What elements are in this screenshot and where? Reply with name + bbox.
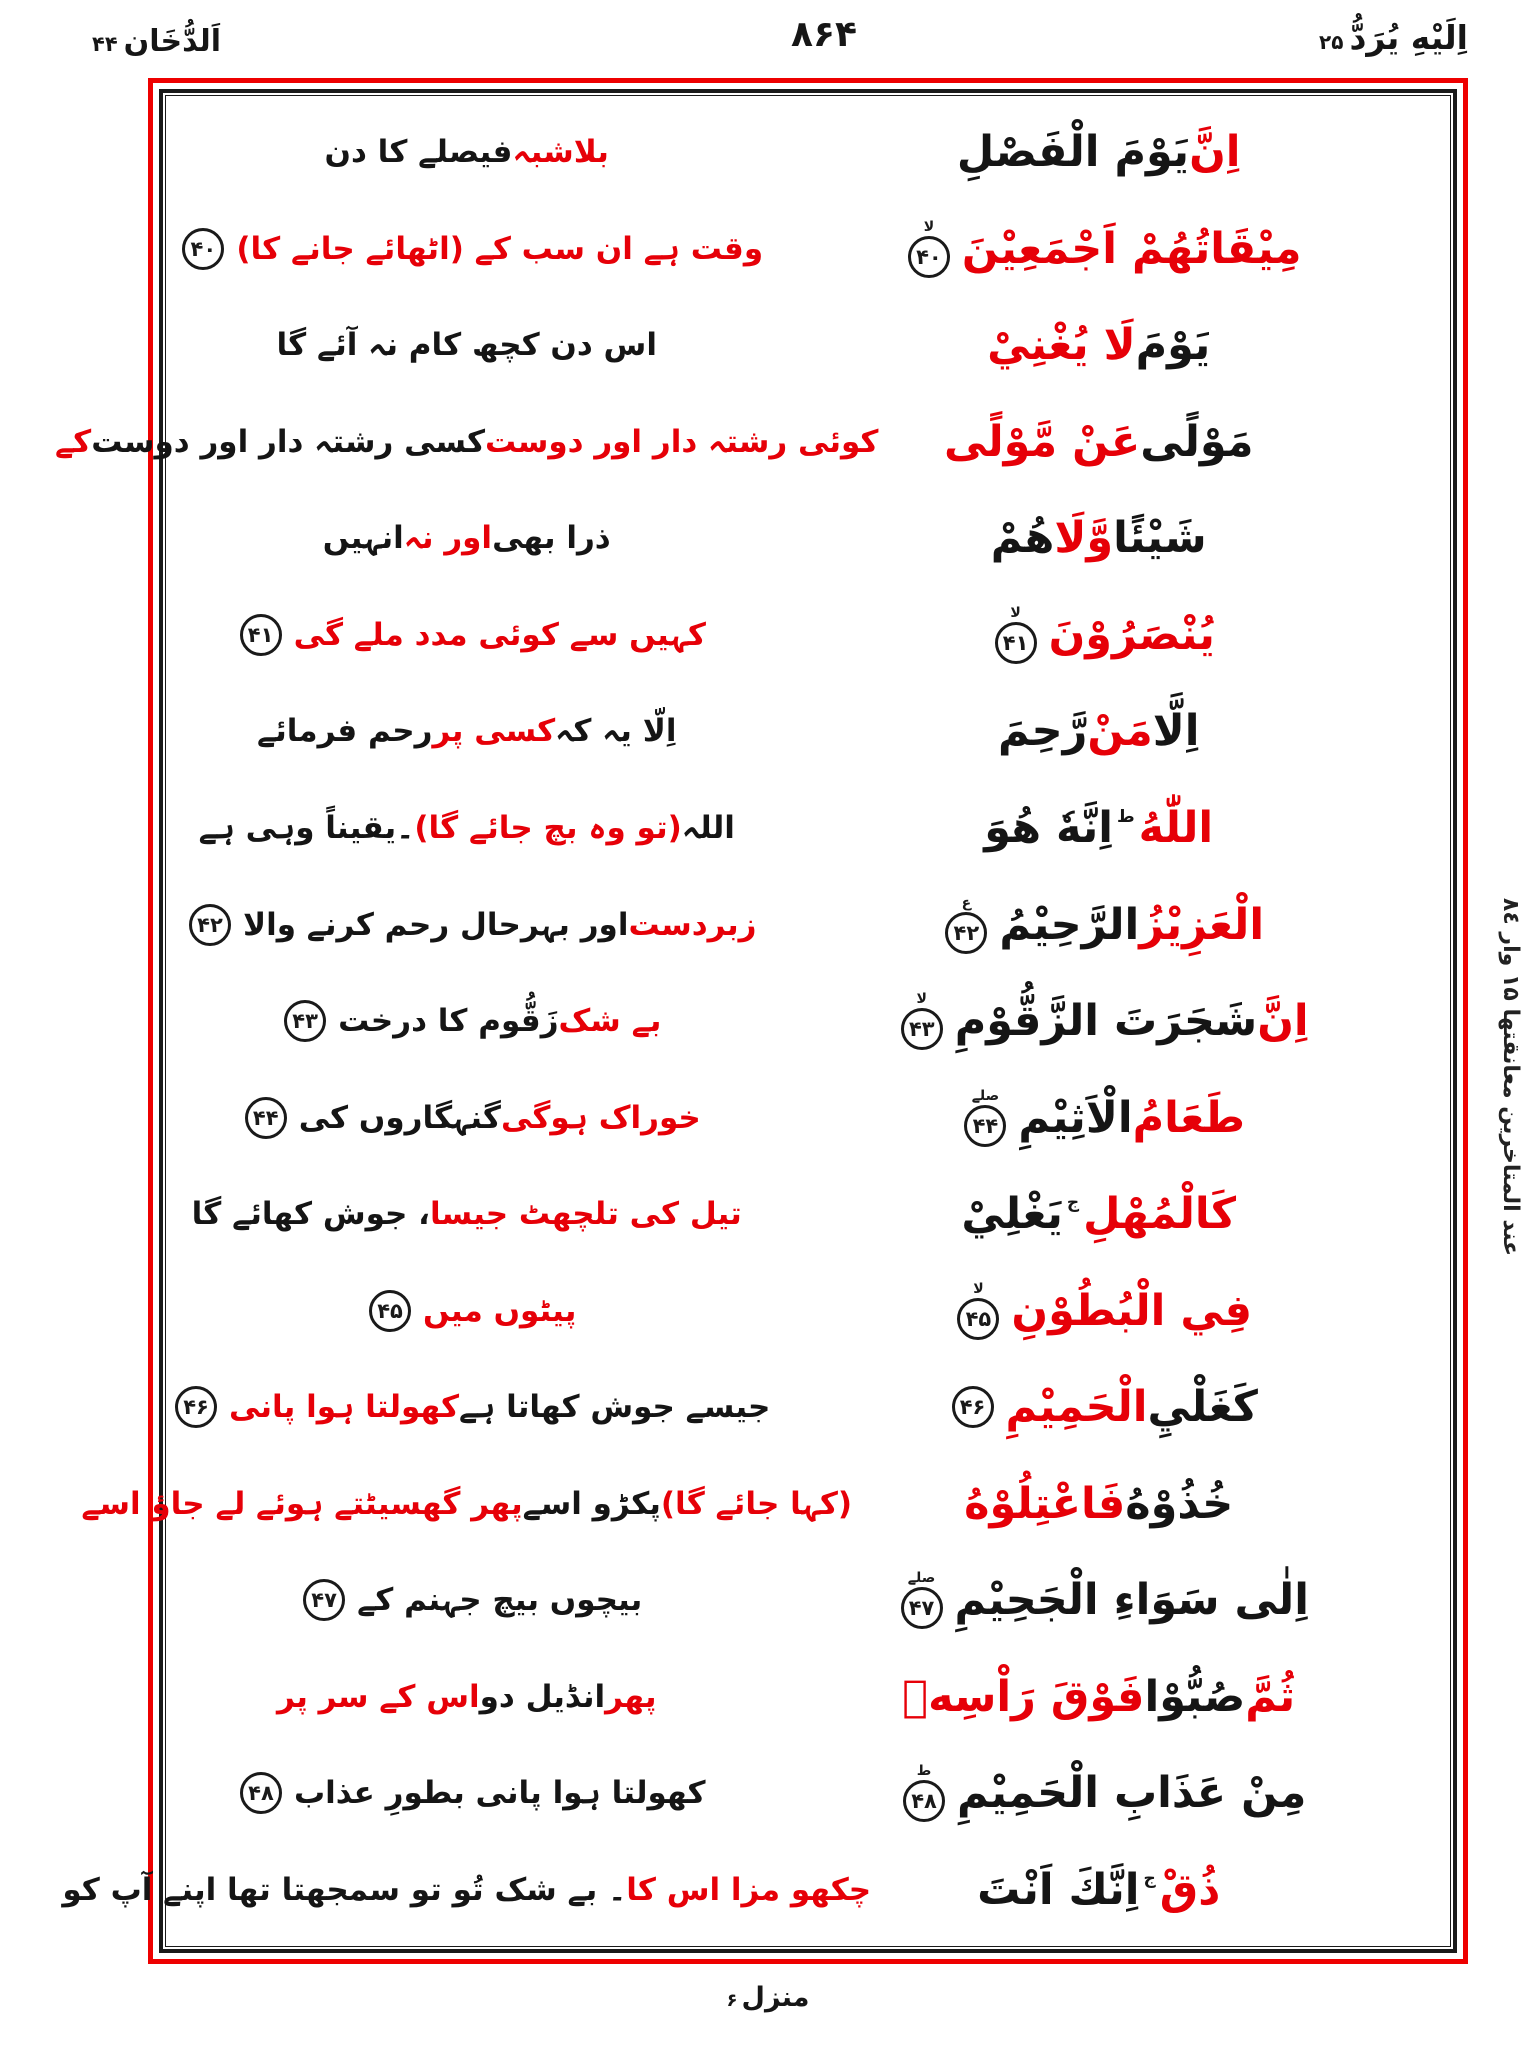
arabic-verse-line xyxy=(757,896,1440,954)
juz-name: اِلَيْهِ يُرَدُّ xyxy=(1349,18,1468,57)
verse-end-marker xyxy=(245,1097,287,1139)
arabic-verse-line xyxy=(757,1189,1440,1239)
urdu-segment: (کہا جائے گا) xyxy=(660,1485,853,1522)
urdu-segment: اور بہرحال رحم کرنے والا xyxy=(242,906,629,943)
verse-number-circle: ۴۲ xyxy=(189,904,231,946)
arabic-segment: لَا يُغْنِيْ xyxy=(987,320,1136,371)
arabic-verse-line xyxy=(757,1865,1440,1915)
urdu-segment: بیچوں بیچ جہنم کے xyxy=(357,1582,643,1619)
verse-number-circle: ۴۸ xyxy=(903,1780,945,1822)
pause-mark: ع xyxy=(961,894,972,911)
verse-end-marker xyxy=(957,1282,999,1340)
arabic-verse-line xyxy=(757,513,1440,563)
urdu-translation-line xyxy=(176,134,757,170)
urdu-segment: اور نہ xyxy=(403,520,493,557)
urdu-segment: کھولتا ہوا پانی xyxy=(229,1389,459,1426)
verse-end-marker xyxy=(175,1386,217,1428)
verse-row xyxy=(176,1069,1440,1166)
verse-row xyxy=(62,1842,1440,1939)
arabic-segment: يَوْمَ الْفَصْلِ xyxy=(956,127,1190,178)
urdu-segment: فیصلے کا دن xyxy=(324,134,513,171)
pause-mark: لا xyxy=(1010,604,1021,621)
arabic-segment: طَعَامُ xyxy=(1132,1092,1246,1143)
verse-end-marker xyxy=(952,1386,994,1428)
verse-rows-container xyxy=(54,104,1440,1938)
urdu-translation-line xyxy=(176,904,757,946)
arabic-segment: اِنَّ xyxy=(1189,127,1241,178)
arabic-segment: اِنَّكَ اَنْتَ xyxy=(977,1864,1140,1915)
verse-row xyxy=(54,394,1440,491)
pause-mark: لا xyxy=(923,218,935,235)
verse-row xyxy=(176,104,1440,201)
urdu-translation-line xyxy=(176,713,757,749)
arabic-segment: الْحَمِيْمِ xyxy=(1005,1382,1148,1433)
pause-mark: لا xyxy=(973,1280,984,1297)
side-margin-note: عند المتاخرین معانقتها ۱۵ وار ٨٤ xyxy=(1498,897,1523,1257)
urdu-segment: پھر xyxy=(605,1678,657,1715)
verse-end-marker xyxy=(901,992,943,1050)
arabic-verse-line xyxy=(757,1571,1440,1629)
verse-number-circle: ۴۱ xyxy=(240,614,282,656)
urdu-segment: پکڑو اسے xyxy=(522,1485,661,1522)
manzil-label: منزل xyxy=(741,1982,810,2013)
arabic-segment: اِنَّ xyxy=(1257,996,1309,1047)
urdu-segment: اس دن کچھ کام نہ آئے گا xyxy=(276,327,657,364)
verse-number-circle: ۴۱ xyxy=(995,622,1037,664)
verse-end-marker xyxy=(369,1290,411,1332)
urdu-segment: ذرا بھی xyxy=(492,520,611,557)
urdu-segment: ، جوش کھائے گا xyxy=(191,1196,430,1233)
verse-end-marker xyxy=(964,1089,1006,1147)
verse-number-circle: ۴۶ xyxy=(175,1386,217,1428)
verse-row xyxy=(176,1745,1440,1842)
verse-number-circle: ۴۳ xyxy=(901,1008,943,1050)
pause-mark: صلے xyxy=(971,1087,1000,1104)
arabic-segment: وَّلَا xyxy=(1054,513,1114,564)
arabic-segment: الْاَثِيْمِ xyxy=(1018,1092,1133,1143)
urdu-translation-line xyxy=(176,810,757,846)
urdu-segment: کھولتا ہوا پانی بطورِ عذاب xyxy=(293,1775,706,1812)
verse-number-circle: ۴۲ xyxy=(945,912,987,954)
urdu-segment: کسی رشتہ دار اور دوست xyxy=(91,423,486,460)
verse-number-circle: ۴۵ xyxy=(957,1298,999,1340)
urdu-translation-line xyxy=(176,327,757,363)
urdu-segment: اس کے سر پر xyxy=(276,1678,480,1715)
urdu-translation-line xyxy=(176,1000,757,1042)
urdu-segment: اللہ xyxy=(681,809,735,846)
arabic-segment: اِنَّهٗ هُوَ xyxy=(984,802,1113,853)
arabic-segment: اللّٰهُ xyxy=(1138,802,1214,853)
urdu-translation-line xyxy=(176,1679,757,1715)
arabic-segment: مِنْ عَذَابِ الْحَمِيْمِ xyxy=(957,1768,1307,1819)
arabic-segment: اِلَّا xyxy=(1152,706,1200,757)
arabic-segment: يَوْمَ xyxy=(1135,320,1211,371)
juz-number: ۲۵ xyxy=(1319,30,1344,54)
urdu-segment: چکھو مزا اس کا xyxy=(626,1871,872,1908)
urdu-segment: وقت ہے ان سب کے (اٹھائے جانے کا) xyxy=(236,230,764,267)
arabic-segment: اِلٰى سَوَاءِ الْجَحِيْمِ xyxy=(954,1575,1309,1626)
urdu-translation-line xyxy=(62,1871,872,1908)
surah-name: اَلدُّخَان xyxy=(123,24,222,59)
verse-end-marker xyxy=(901,1571,943,1629)
verse-row xyxy=(176,490,1440,587)
verse-end-marker xyxy=(945,896,987,954)
verse-row xyxy=(176,1649,1440,1746)
juz-name-header xyxy=(1319,18,1468,57)
arabic-segment: شَيْئًا xyxy=(1113,513,1207,564)
arabic-segment: يُنْصَرُوْنَ xyxy=(1048,609,1215,660)
urdu-translation-line xyxy=(176,1386,771,1428)
verse-row xyxy=(176,1262,1440,1359)
urdu-segment: تیل کی تلچھٹ جیسا xyxy=(429,1196,742,1233)
verse-row xyxy=(176,973,1440,1070)
arabic-segment: فِي الْبُطُوْنِ xyxy=(1011,1285,1253,1336)
manzil-footer xyxy=(0,1982,1536,2013)
arabic-segment: مَوْلًى xyxy=(1140,416,1254,467)
verse-row xyxy=(176,201,1440,298)
arabic-segment: الرَّحِيْمُ xyxy=(999,899,1140,950)
pause-mark: ط xyxy=(916,1763,932,1780)
arabic-verse-line xyxy=(757,127,1440,177)
verse-row xyxy=(176,1552,1440,1649)
urdu-translation-line xyxy=(176,228,764,270)
verse-row xyxy=(176,1359,1440,1456)
urdu-segment: زَقُّوم کا درخت xyxy=(338,1003,559,1040)
urdu-segment: انہیں xyxy=(322,520,404,557)
urdu-segment: جیسے جوش کھاتا ہے xyxy=(459,1389,771,1426)
verse-end-marker xyxy=(240,1772,282,1814)
urdu-segment: بے شک xyxy=(558,1003,662,1040)
verse-end-marker xyxy=(240,614,282,656)
urdu-translation-line xyxy=(176,520,757,556)
urdu-segment: زبردست xyxy=(628,906,757,943)
verse-row xyxy=(176,876,1440,973)
arabic-segment: هُمْ xyxy=(990,513,1055,564)
urdu-segment: گنہگاروں کی xyxy=(298,1099,501,1136)
arabic-segment: عَنْ مَّوْلًى xyxy=(943,416,1141,467)
verse-end-marker xyxy=(903,1764,945,1822)
text-area-frame xyxy=(54,95,1451,1947)
verse-row xyxy=(176,683,1440,780)
arabic-verse-line xyxy=(757,1764,1440,1822)
verse-end-marker xyxy=(189,904,231,946)
urdu-segment: رحم فرمائے xyxy=(256,713,433,750)
arabic-verse-line xyxy=(757,606,1440,664)
manzil-number: ۶ xyxy=(726,1990,738,2011)
urdu-segment: کوئی رشتہ دار اور دوست xyxy=(485,423,879,460)
verse-row xyxy=(176,780,1440,877)
urdu-translation-line xyxy=(176,1772,757,1814)
arabic-verse-line xyxy=(757,1479,1440,1529)
verse-number-circle: ۴۷ xyxy=(901,1587,943,1629)
arabic-segment: كَغَلْيِ xyxy=(1147,1382,1258,1433)
arabic-segment: شَجَرَتَ الزَّقُّوْمِ xyxy=(954,996,1258,1047)
arabic-segment: فَوْقَ رَاْسِهٖ xyxy=(902,1671,1145,1722)
arabic-segment: ج xyxy=(1143,1868,1156,1889)
arabic-segment: صُبُّوْا xyxy=(1144,1671,1246,1722)
urdu-translation-line xyxy=(176,1290,757,1332)
arabic-segment: يَغْلِيْ xyxy=(961,1189,1063,1240)
verse-row xyxy=(176,297,1440,394)
verse-end-marker xyxy=(908,220,950,278)
arabic-segment: مِيْقَاتُهُمْ اَجْمَعِيْنَ xyxy=(961,223,1302,274)
urdu-translation-line xyxy=(176,614,757,656)
verse-number-circle: ۴۳ xyxy=(284,1000,326,1042)
verse-end-marker xyxy=(284,1000,326,1042)
arabic-segment: ذُقْ xyxy=(1159,1864,1221,1915)
urdu-segment: انڈیل دو xyxy=(479,1678,606,1715)
page-number: ۸۶۴ xyxy=(791,14,857,55)
arabic-segment: الْعَزِيْزُ xyxy=(1139,899,1265,950)
arabic-segment: ج xyxy=(1066,1193,1080,1214)
verse-number-circle: ۴۵ xyxy=(369,1290,411,1332)
urdu-translation-line xyxy=(176,1196,757,1232)
arabic-verse-line xyxy=(757,706,1440,756)
arabic-verse-line xyxy=(757,1282,1440,1340)
arabic-verse-line xyxy=(757,1382,1440,1432)
surah-number: ۴۴ xyxy=(92,32,118,56)
arabic-verse-line xyxy=(757,992,1440,1050)
urdu-translation-line xyxy=(81,1485,853,1522)
urdu-translation-line xyxy=(54,423,879,460)
verse-row xyxy=(176,1166,1440,1263)
arabic-segment: كَالْمُهْلِ xyxy=(1083,1189,1237,1240)
pause-mark: صلے xyxy=(907,1570,936,1587)
arabic-verse-line xyxy=(757,220,1440,278)
arabic-segment: خُذُوْهُ xyxy=(1125,1478,1234,1529)
verse-row xyxy=(81,1455,1440,1552)
urdu-segment: خوراک ہوگی xyxy=(500,1099,701,1136)
urdu-segment: بلاشبہ xyxy=(512,134,609,171)
verse-number-circle: ۴۰ xyxy=(182,228,224,270)
verse-number-circle: ۴۴ xyxy=(964,1105,1006,1147)
arabic-verse-line xyxy=(757,417,1440,467)
arabic-verse-line xyxy=(757,1089,1440,1147)
urdu-segment: ۔یقیناً وہی ہے xyxy=(198,809,415,846)
arabic-verse-line xyxy=(757,803,1440,853)
verse-row xyxy=(176,587,1440,684)
verse-number-circle: ۴۸ xyxy=(240,1772,282,1814)
urdu-segment: کے xyxy=(54,423,92,460)
urdu-segment: پھر گھسیٹتے ہوئے لے جاؤ اسے xyxy=(81,1485,523,1522)
verse-number-circle: ۴۷ xyxy=(303,1579,345,1621)
verse-end-marker xyxy=(995,606,1037,664)
verse-number-circle: ۴۰ xyxy=(908,236,950,278)
urdu-translation-line xyxy=(176,1097,757,1139)
arabic-segment: رَّحِمَ xyxy=(997,706,1088,757)
urdu-segment: ۔ بے شک تُو تو سمجھتا تھا اپنے آپ کو xyxy=(62,1871,627,1908)
verse-number-circle: ۴۶ xyxy=(952,1386,994,1428)
urdu-segment: پیٹوں میں xyxy=(423,1292,577,1329)
urdu-translation-line xyxy=(176,1579,757,1621)
arabic-verse-line xyxy=(757,320,1440,370)
pause-mark: لا xyxy=(916,991,927,1008)
verse-end-marker xyxy=(182,228,224,270)
urdu-segment: کسی پر xyxy=(432,713,556,750)
arabic-segment: مَنْ xyxy=(1087,706,1153,757)
urdu-segment: اِلّا یہ کہ xyxy=(555,713,677,750)
outer-red-frame xyxy=(54,78,1468,1964)
arabic-segment: ط xyxy=(1116,806,1135,827)
arabic-verse-line xyxy=(757,1672,1440,1722)
arabic-segment: ثُمَّ xyxy=(1245,1671,1296,1722)
verse-end-marker xyxy=(303,1579,345,1621)
urdu-segment: کہیں سے کوئی مدد ملے گی xyxy=(293,616,706,653)
urdu-segment: (تو وہ بچ جائے گا) xyxy=(414,809,682,846)
verse-number-circle: ۴۴ xyxy=(245,1097,287,1139)
arabic-segment: فَاعْتِلُوْهُ xyxy=(964,1478,1126,1529)
inner-black-frame xyxy=(54,89,1457,1953)
